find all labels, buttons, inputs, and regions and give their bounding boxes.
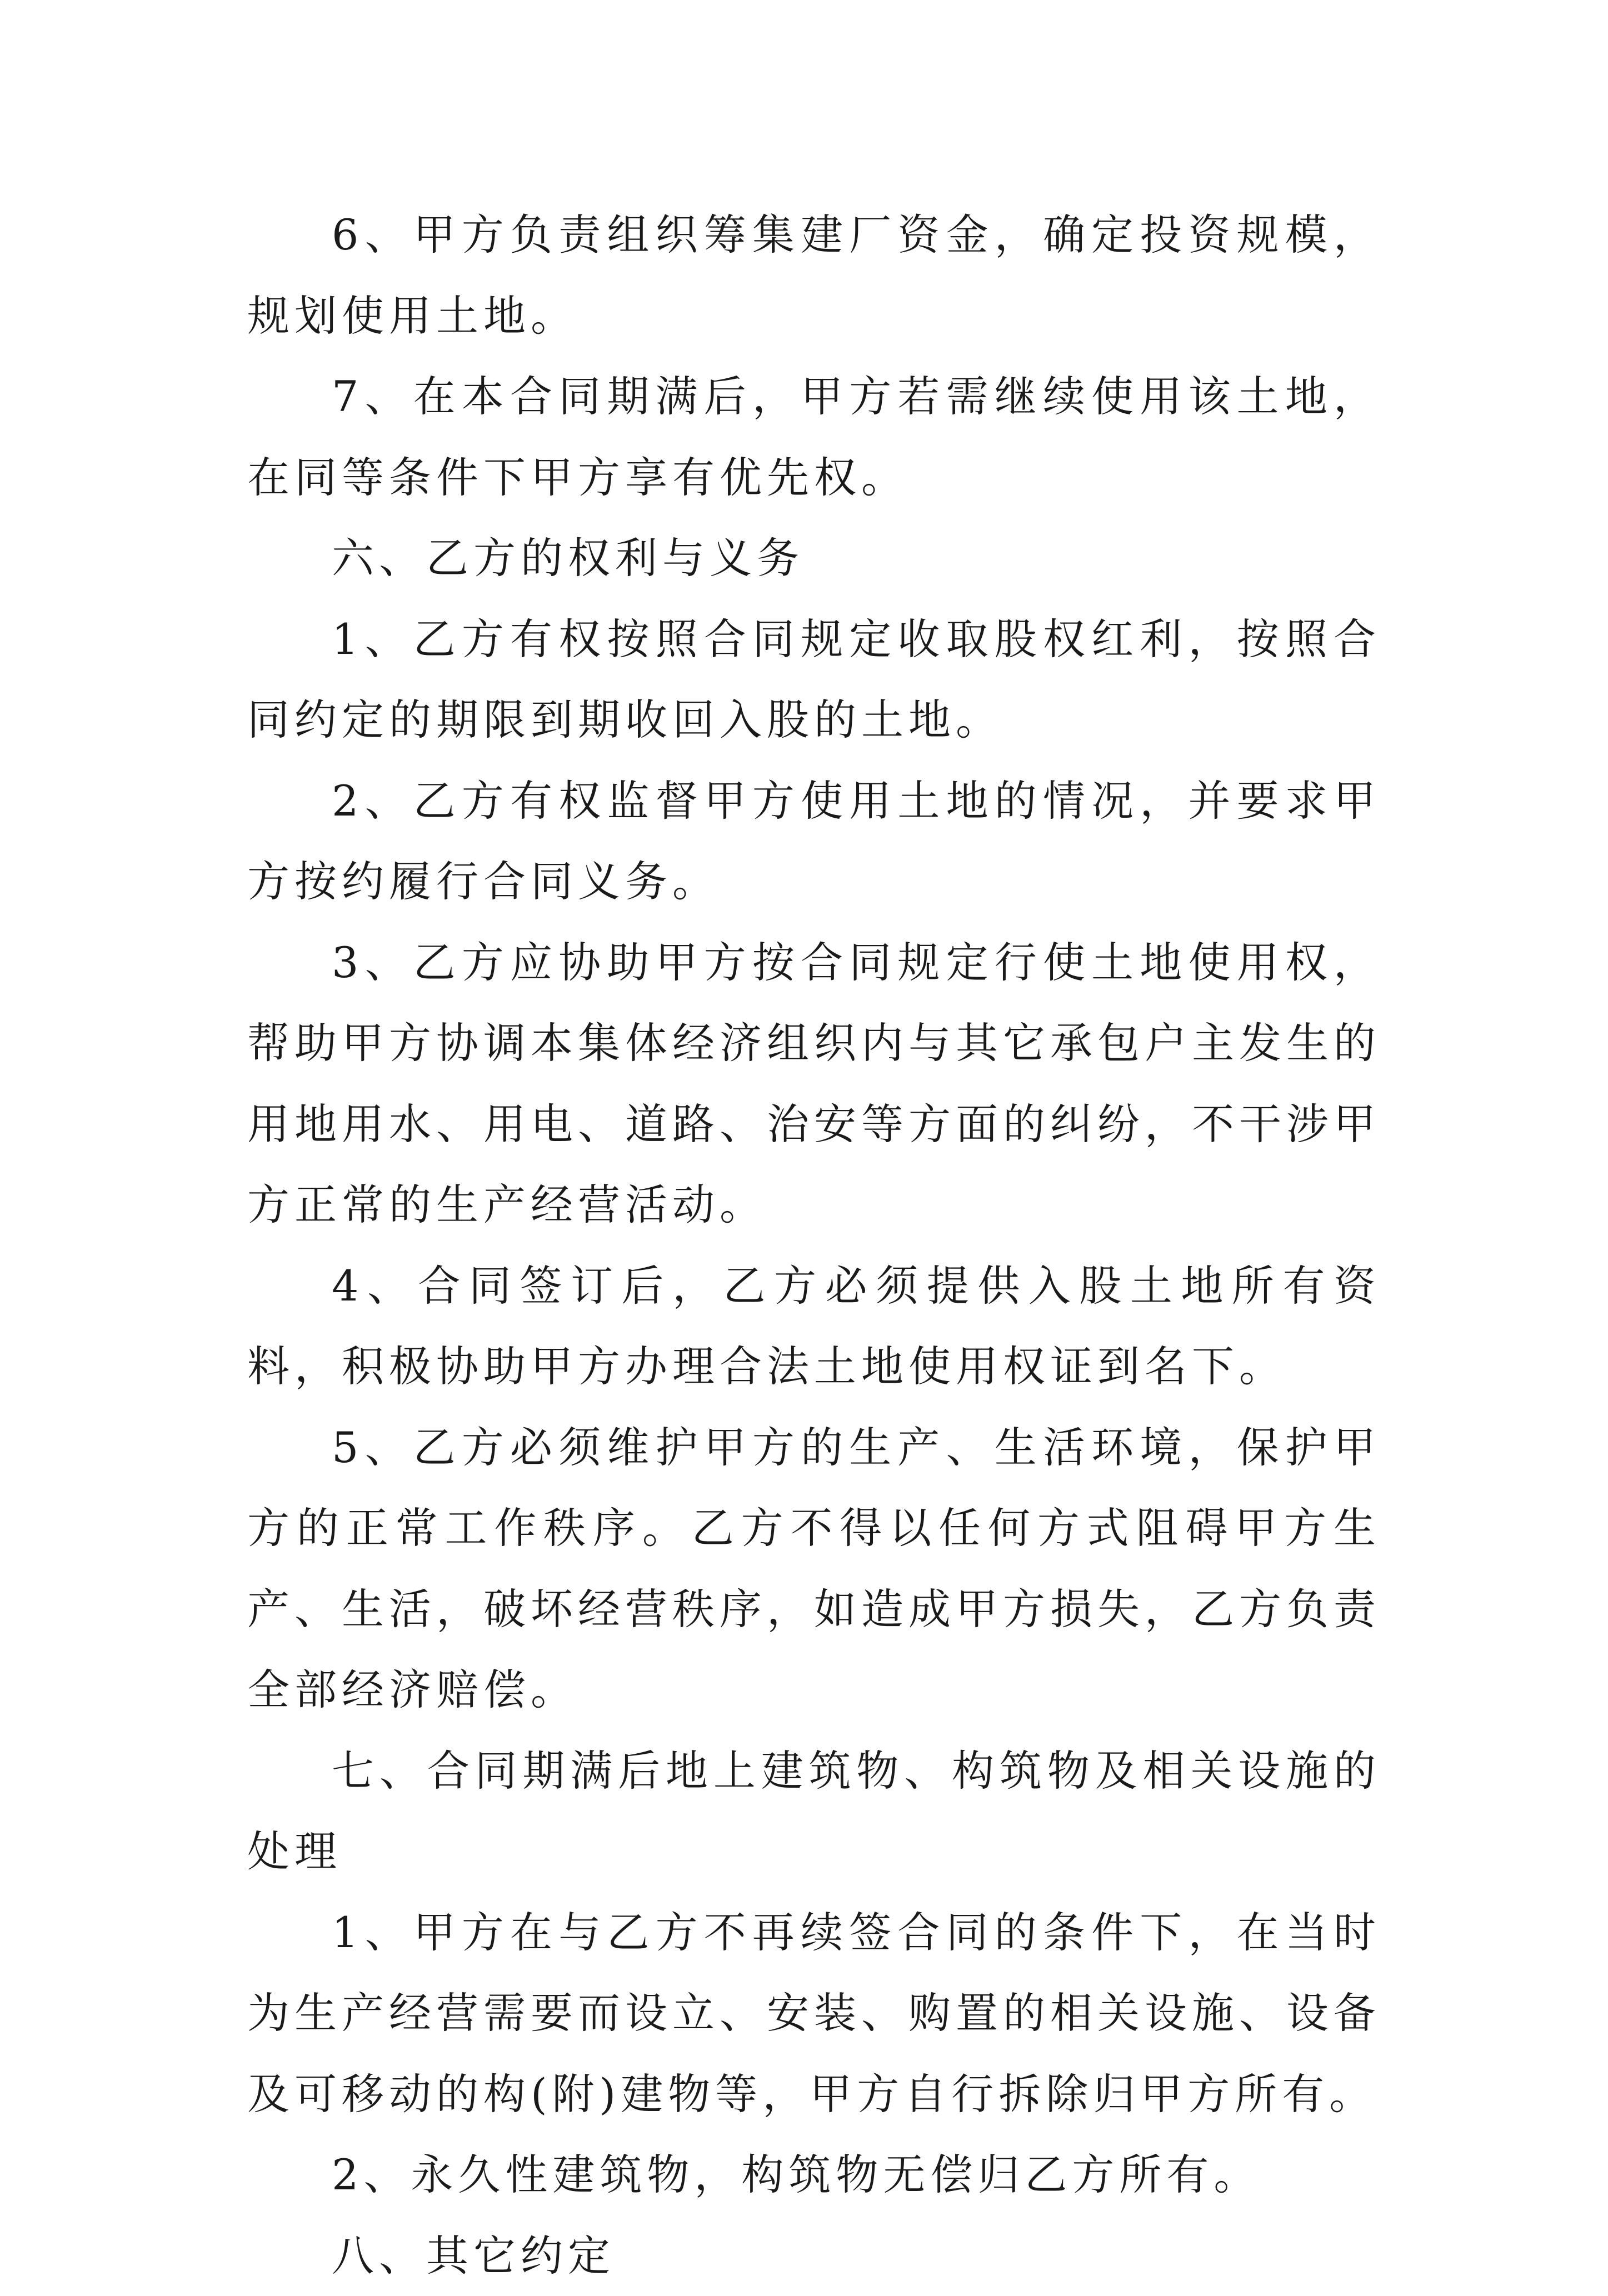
paragraph-clause-a7: 7、在本合同期满后，甲方若需继续使用该土地，在同等条件下甲方享有优先权。	[247, 356, 1381, 518]
paragraph-clause-a6: 6、甲方负责组织筹集建厂资金，确定投资规模，规划使用土地。	[247, 194, 1381, 356]
paragraph-clause-b1: 1、乙方有权按照合同规定收取股权红利，按照合同约定的期限到期收回入股的土地。	[247, 599, 1381, 761]
document-body	[247, 194, 1381, 2296]
paragraph-clause-b2: 2、乙方有权监督甲方使用土地的情况，并要求甲方按约履行合同义务。	[247, 761, 1381, 922]
paragraph-clause-b4: 4、合同签订后，乙方必须提供入股土地所有资料，积极协助甲方办理合法土地使用权证到名下。	[247, 1245, 1381, 1407]
paragraph-clause-c1: 1、甲方在与乙方不再续签合同的条件下，在当时为生产经营需要而设立、安装、购置的相关设施、设备及可移动的构(附)建物等，甲方自行拆除归甲方所有。	[247, 1892, 1381, 2135]
section-heading-party-b-rights: 六、乙方的权利与义务	[247, 518, 1381, 599]
paragraph-clause-b5: 5、乙方必须维护甲方的生产、生活环境，保护甲方的正常工作秩序。乙方不得以任何方式阻碍甲方生产、生活，破坏经营秩序，如造成甲方损失，乙方负责全部经济赔偿。	[247, 1407, 1381, 1730]
paragraph-clause-c2: 2、永久性建筑物，构筑物无偿归乙方所有。	[247, 2134, 1381, 2215]
section-heading-other-terms: 八、其它约定	[247, 2215, 1381, 2296]
section-heading-expiry-handling: 七、合同期满后地上建筑物、构筑物及相关设施的处理	[247, 1730, 1381, 1892]
paragraph-clause-b3: 3、乙方应协助甲方按合同规定行使土地使用权，帮助甲方协调本集体经济组织内与其它承包户主发生的用地用水、用电、道路、治安等方面的纠纷，不干涉甲方正常的生产经营活动。	[247, 922, 1381, 1245]
